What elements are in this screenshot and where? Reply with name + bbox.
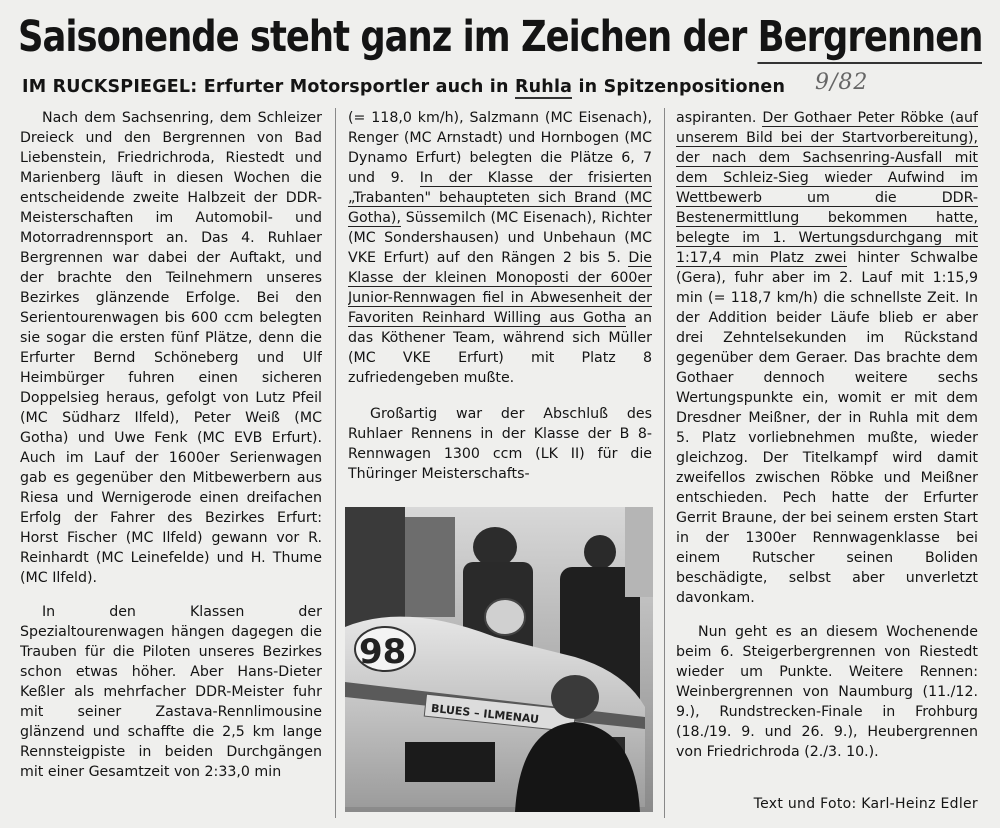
col2-text-a: (= 118,0 km/h), Salzmann (MC Eisenach), Renger (MC Arnstadt) und Hornbogen (MC Dynamo Erfurt) belegten die Plätze 6, 7 und 9.: [348, 110, 652, 186]
col2-underlined-trabant: In der Klasse der frisierten „Trabanten" behaupteten sich Brand (MC Gotha),: [348, 170, 652, 226]
paragraph-col3-2: Nun geht es an diesem Wochenende beim 6. Steigerbergrennen von Riestedt wieder um Punkte. Weitere Rennen: Weinbergrennen von Naumburg (11./12. 9.), Rundstrecken-Finale in Frohburg (18./19. 9. und 26. 9.), Heubergrennen von Friedrichroda (2./3. 10.).: [676, 624, 978, 760]
col2-underlined-monoposti: Die Klasse der kleinen Monoposti der 600er Junior-Rennwagen fiel in Abwesenheit der Favoriten Reinhard Willing aus Gotha: [348, 250, 652, 326]
column-rule-right: [664, 108, 665, 818]
col3-text-c: hinter Schwalbe (Gera), fuhr aber im 2. Lauf mit 1:15,9 min (= 118,7 km/h) die schnellste Zeit. In der Addition beider Läufe blieb er aber drei Zehntelsekunden im Rückstand gegenüber dem Geraer. Das brachte dem Gothaer dennoch weitere sechs Wertungspunkte ein, womit er mit dem Dresdner Meißner, der in Ruhla mit dem 5. Platz vorliebnehmen mußte, wieder gleichzog. Der Titelkampf wird damit zweifellos zwischen Röbke und Meißner entschieden. Pech hatte der Erfurter Gerrit Braune, der bei seinem ersten Start in der 1300er Rennwagenklasse bei einem Rutscher seinen Boliden beschädigte, selbst aber unverletzt davonkam.: [676, 250, 978, 606]
paragraph-col3-1: [676, 108, 978, 608]
car-sponsor-text: BLUES – ILMENAU: [430, 701, 540, 727]
subheadline-part1: IM RUCKSPIEGEL: Erfurter Motorsportler auch in: [22, 77, 515, 97]
col3-underlined-roebke: Der Gothaer Peter Röbke (auf unserem Bild bei der Startvorbereitung), der nach dem Sachsenring-Ausfall mit dem Schleiz-Sieg wieder Aufwind im Wettbewerb um die DDR-Bestenermittlung bekommen hatte, belegte im 1. Wertungsdurchgang mit 1:17,4 min Platz zwei: [676, 110, 978, 266]
headline-text-part1: Saisonende steht ganz im Zeichen der: [18, 12, 758, 62]
column-2: [348, 108, 652, 500]
photo-illustration: [345, 507, 653, 812]
paragraph-col1-2: In den Klassen der Spezialtourenwagen hängen dagegen die Trauben für die Piloten unseres Bezirkes schon etwas höher. Aber Hans-Dieter Keßler als mehrfacher DDR-Meister fuhr mit seiner Zastava-Rennlimousine glänzend und schaffte die 2,5 km lange Rennsteigpiste in beiden Durchgängen mit einer Gesamtzeit von 2:33,0 min: [20, 604, 322, 780]
headline-text-underlined: Bergrennen: [757, 12, 983, 62]
col3-text-a: aspiranten.: [676, 110, 763, 126]
paragraph-col2-1: [348, 108, 652, 388]
race-car-photo: [345, 507, 653, 812]
col2-text-e: an das Köthener Team, während sich Müller (MC VKE Erfurt) mit Platz 8 zufriedengeben mußte.: [348, 310, 652, 386]
paragraph-col2-2: Großartig war der Abschluß des Ruhlaer Rennens in der Klasse der B 8-Rennwagen 1300 ccm (LK II) für die Thüringer Meisterschafts-: [348, 406, 652, 482]
subheadline-underlined-ruhla: Ruhla: [514, 77, 573, 97]
subheadline: [22, 72, 802, 102]
column-3: [676, 108, 978, 828]
paragraph-col1-1: Nach dem Sachsenring, dem Schleizer Dreieck und den Bergrennen von Bad Liebenstein, Friedrichroda, Riestedt und Marienberg läuft in diesen Wochen die entscheidende zweite Halbzeit der DDR-Meisterschaften im Automobil- und Motorradrennsport an. Das 4. Ruhlaer Bergrennen war dabei der Auftakt, und der brachte den Teilnehmern unseres Bezirkes glänzende Erfolge. Bei den Serientourenwagen bis 600 ccm belegten sie sogar die ersten fünf Plätze, denn die Erfurter Bernd Schöneberg und Ulf Heimbürger fuhren einen sicheren Doppelsieg heraus, gefolgt von Lutz Pfeil (MC Südharz Ilfeld), Peter Weiß (MC Gotha) und Uwe Fenk (MC EVB Erfurt). Auch im Lauf der 1600er Serienwagen gab es gegenüber den Mitbewerbern aus Riesa und Wernigerode einen dreifachen Erfolg der Fahrer des Bezirkes Erfurt: Horst Fischer (MC Ilfeld) gewann vor R. Reinhardt (MC Leinefelde) und H. Thume (MC Ilfeld).: [20, 110, 322, 586]
car-number: 98: [359, 632, 407, 672]
col2-text-c: Süssemilch (MC Eisenach), Richter (MC Sondershausen) und Unbehaun (MC VKE Erfurt) auf den Rängen 2 bis 5.: [348, 210, 652, 266]
photo-text-credit: Text und Foto: Karl-Heinz Edler: [753, 796, 978, 812]
subheadline-part3: in Spitzenpositionen: [572, 77, 786, 97]
column-rule-left: [335, 108, 336, 818]
column-1: [20, 108, 322, 828]
handwritten-date-note: 9/82: [815, 70, 869, 95]
headline: [18, 6, 983, 68]
